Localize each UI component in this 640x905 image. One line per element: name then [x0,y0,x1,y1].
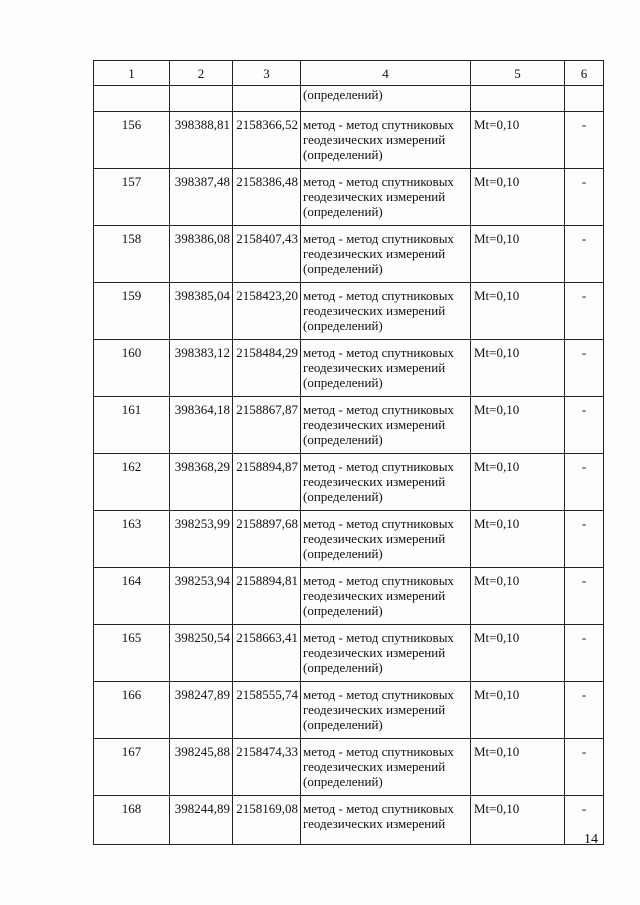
method-line: (определений) [303,546,383,561]
cell-point-number: 156 [94,112,170,169]
cell-x-coordinate: 398253,94 [170,568,233,625]
table-row [94,112,604,169]
header-col-1: 1 [94,61,170,86]
method-line: (определений) [303,318,383,333]
cell-point-number: 163 [94,511,170,568]
cell-y-coordinate: 2158894,87 [233,454,301,511]
coordinates-table [93,60,604,845]
cell-point-number: 160 [94,340,170,397]
cell-extra: - [565,739,604,796]
method-line: (определений) [303,147,383,162]
method-line: (определений) [303,774,383,789]
table-row [94,511,604,568]
table-row [94,454,604,511]
header-col-6: 6 [565,61,604,86]
cell-x-coordinate: 398368,29 [170,454,233,511]
cell-extra: - [565,226,604,283]
header-col-2: 2 [170,61,233,86]
cell-y-coordinate: 2158897,68 [233,511,301,568]
table-row [94,796,604,845]
cell-method [301,682,471,739]
cell-extra: - [565,169,604,226]
table-row [94,283,604,340]
cell-method [301,397,471,454]
cell-point-number: 161 [94,397,170,454]
method-line: метод - метод спутниковых [303,630,454,645]
method-line: геодезических измерений [303,189,446,204]
cell-accuracy: Mt=0,10 [471,397,565,454]
cell-x-coordinate: 398387,48 [170,169,233,226]
method-line: геодезических измерений [303,531,446,546]
cell-x-coordinate: 398250,54 [170,625,233,682]
cell-method [301,169,471,226]
method-line: (определений) [303,261,383,276]
cell-y-coordinate: 2158894,81 [233,568,301,625]
method-line: геодезических измерений [303,303,446,318]
table-row [94,682,604,739]
method-line: (определений) [303,603,383,618]
method-line: метод - метод спутниковых [303,288,454,303]
cell-accuracy: Mt=0,10 [471,226,565,283]
cell-accuracy: Mt=0,10 [471,796,565,845]
cell-num [94,86,170,112]
method-line: (определений) [303,660,383,675]
cell-accuracy: Mt=0,10 [471,340,565,397]
method-line: (определений) [303,204,383,219]
cell-point-number: 167 [94,739,170,796]
method-line: (определений) [303,717,383,732]
method-line: (определений) [303,375,383,390]
cell-y-coordinate: 2158474,33 [233,739,301,796]
cell-accuracy: Mt=0,10 [471,682,565,739]
cell-accuracy: Mt=0,10 [471,112,565,169]
cell-method [301,454,471,511]
cell-method [301,625,471,682]
method-line: метод - метод спутниковых [303,516,454,531]
cell-point-number: 157 [94,169,170,226]
cell-y-coordinate: 2158555,74 [233,682,301,739]
method-line: (определений) [303,489,383,504]
cell-x [170,86,233,112]
table-body [94,86,604,845]
method-line: геодезических измерений [303,816,446,831]
cell-y-coordinate: 2158484,29 [233,340,301,397]
method-line: геодезических измерений [303,417,446,432]
table-row [94,625,604,682]
table-row [94,169,604,226]
table-row [94,397,604,454]
cell-accuracy [471,86,565,112]
cell-method [301,283,471,340]
cell-extra: - [565,112,604,169]
cell-method [301,112,471,169]
method-line: метод - метод спутниковых [303,459,454,474]
method-line: геодезических измерений [303,702,446,717]
cell-y [233,86,301,112]
cell-accuracy: Mt=0,10 [471,169,565,226]
cell-method [301,340,471,397]
header-col-4: 4 [301,61,471,86]
cell-accuracy: Mt=0,10 [471,511,565,568]
cell-x-coordinate: 398385,04 [170,283,233,340]
cell-extra: - [565,568,604,625]
method-line: метод - метод спутниковых [303,345,454,360]
method-line: геодезических измерений [303,132,446,147]
cell-accuracy: Mt=0,10 [471,568,565,625]
cell-extra: - [565,511,604,568]
method-line: геодезических измерений [303,246,446,261]
method-line: метод - метод спутниковых [303,744,454,759]
cell-method [301,226,471,283]
cell-x-coordinate: 398383,12 [170,340,233,397]
cell-x-coordinate: 398244,89 [170,796,233,845]
method-line: метод - метод спутниковых [303,117,454,132]
cell-point-number: 165 [94,625,170,682]
cell-extra: - [565,454,604,511]
cell-method [301,739,471,796]
continuation-row [94,86,604,112]
cell-extra: - [565,682,604,739]
cell-point-number: 164 [94,568,170,625]
cell-y-coordinate: 2158169,08 [233,796,301,845]
cell-accuracy: Mt=0,10 [471,454,565,511]
cell-accuracy: Mt=0,10 [471,283,565,340]
cell-point-number: 166 [94,682,170,739]
method-line: метод - метод спутниковых [303,231,454,246]
cell-x-coordinate: 398364,18 [170,397,233,454]
cell-accuracy: Mt=0,10 [471,739,565,796]
method-line: (определений) [303,432,383,447]
method-line: метод - метод спутниковых [303,174,454,189]
table-header-row [94,61,604,86]
cell-y-coordinate: 2158386,48 [233,169,301,226]
page-number: 14 [584,832,598,847]
header-col-3: 3 [233,61,301,86]
cell-extra: - [565,340,604,397]
cell-method: (определений) [301,86,471,112]
cell-extra: - [565,796,604,845]
cell-y-coordinate: 2158663,41 [233,625,301,682]
method-line: метод - метод спутниковых [303,573,454,588]
table-row [94,568,604,625]
method-line: метод - метод спутниковых [303,801,454,816]
cell-accuracy: Mt=0,10 [471,625,565,682]
cell-point-number: 162 [94,454,170,511]
cell-y-coordinate: 2158366,52 [233,112,301,169]
cell-method [301,568,471,625]
cell-y-coordinate: 2158423,20 [233,283,301,340]
header-col-5: 5 [471,61,565,86]
cell-y-coordinate: 2158867,87 [233,397,301,454]
table-row [94,340,604,397]
cell-method [301,511,471,568]
cell-x-coordinate: 398253,99 [170,511,233,568]
cell-x-coordinate: 398388,81 [170,112,233,169]
cell-extra: - [565,625,604,682]
cell-extra: - [565,397,604,454]
method-line: геодезических измерений [303,759,446,774]
table-row [94,226,604,283]
cell-y-coordinate: 2158407,43 [233,226,301,283]
cell-point-number: 158 [94,226,170,283]
method-line: геодезических измерений [303,474,446,489]
cell-point-number: 159 [94,283,170,340]
cell-x-coordinate: 398386,08 [170,226,233,283]
cell-point-number: 168 [94,796,170,845]
method-line: геодезических измерений [303,360,446,375]
method-line: метод - метод спутниковых [303,687,454,702]
cell-x-coordinate: 398245,88 [170,739,233,796]
cell-extra: - [565,283,604,340]
method-line: метод - метод спутниковых [303,402,454,417]
cell-x-coordinate: 398247,89 [170,682,233,739]
method-line: геодезических измерений [303,645,446,660]
table-row [94,739,604,796]
cell-extra [565,86,604,112]
cell-method [301,796,471,845]
method-line: геодезических измерений [303,588,446,603]
